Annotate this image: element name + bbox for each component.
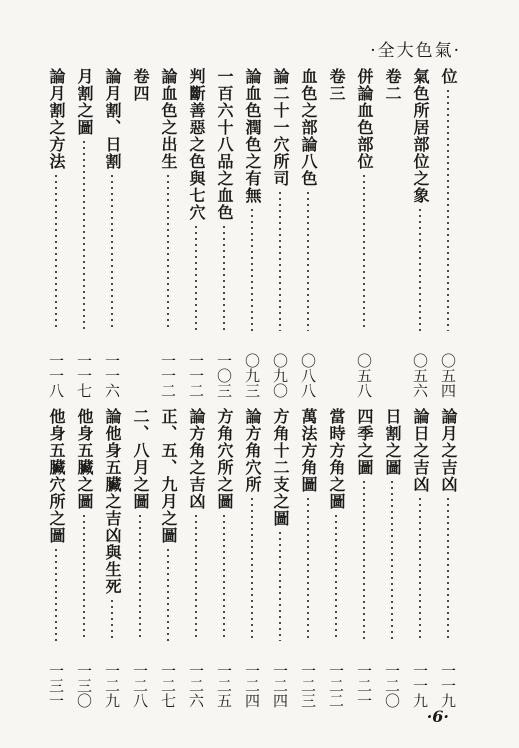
leader-dots <box>363 173 365 331</box>
volume-heading <box>128 68 152 398</box>
leader-dots <box>335 513 337 641</box>
toc-entry-title: 方角十二支之圖 <box>271 408 290 527</box>
leader-dots <box>279 530 281 641</box>
toc-entry-title: 他身五臟之圖 <box>75 408 94 510</box>
volume-heading-title: 卷四 <box>131 68 150 102</box>
toc-entry <box>436 408 460 708</box>
leader-dots <box>307 496 309 641</box>
toc-entry <box>72 68 96 398</box>
toc-bottom-section <box>40 408 460 708</box>
page-number: ·6· <box>426 707 449 726</box>
toc-entry-page: 〇八八 <box>299 353 317 398</box>
leader-dots <box>55 173 57 331</box>
leader-dots <box>55 547 57 641</box>
toc-entry-title: 論方角穴所 <box>243 408 262 493</box>
leader-dots <box>223 513 225 641</box>
toc-entry-title: 正、五、九月之圖 <box>159 408 178 544</box>
leader-dots <box>167 173 169 331</box>
toc-entry <box>380 408 404 708</box>
toc-entry-title: 血色之部論八色 <box>299 68 318 187</box>
toc-entry-page: 〇五八 <box>355 353 373 398</box>
toc-entry-title: 論他身五臟之吉凶與生死 <box>103 408 122 595</box>
toc-entry-title: 一百六十八品之血色 <box>215 68 234 221</box>
leader-dots <box>83 513 85 641</box>
toc-entry <box>296 68 320 398</box>
toc-entry-title: 萬法方角圖 <box>299 408 318 493</box>
toc-entry-page: 〇九〇 <box>271 353 289 398</box>
toc-entry-title: 論日之吉凶 <box>411 408 430 493</box>
toc-entry <box>156 408 180 708</box>
toc-entry-page: 一二五 <box>215 663 233 708</box>
toc-entry <box>72 408 96 708</box>
toc-entry <box>128 408 152 708</box>
leader-dots <box>195 513 197 641</box>
toc-entry-page: 〇五四 <box>439 353 457 398</box>
toc-entry <box>296 408 320 708</box>
toc-entry-page: 一一二 <box>159 353 177 398</box>
toc-entry <box>408 68 432 398</box>
toc-top-section <box>40 68 460 398</box>
toc-entry-page: 一二三 <box>299 663 317 708</box>
toc-entry-page: 一一八 <box>47 353 65 398</box>
toc-entry-title: 他身五臟穴所之圖 <box>47 408 66 544</box>
toc-entry-page: 一二一 <box>355 663 373 708</box>
leader-dots <box>139 513 141 641</box>
toc-entry <box>240 68 264 398</box>
toc-entry-page: 一〇三 <box>215 353 233 398</box>
toc-entry <box>436 68 460 398</box>
toc-entry-title: 論血色潤色之有無 <box>243 68 262 204</box>
toc-entry-title: 二、八月之圖 <box>131 408 150 510</box>
volume-heading-title: 卷三 <box>327 68 346 102</box>
leader-dots <box>447 496 449 641</box>
leader-dots <box>223 224 225 331</box>
toc-entry-title: 當時方角之圖 <box>327 408 346 510</box>
toc-entry-title: 論月割之方法 <box>47 68 66 170</box>
toc-entry <box>352 68 376 398</box>
toc-entry-title: 判斷善惡之色與七穴 <box>187 68 206 221</box>
toc-entry-page: 一二四 <box>243 663 261 708</box>
toc-entry-page: 一二四 <box>271 663 289 708</box>
toc-entry-title: 方角穴所之圖 <box>215 408 234 510</box>
leader-dots <box>419 496 421 641</box>
leader-dots <box>167 547 169 641</box>
leader-dots <box>419 207 421 331</box>
toc-entry <box>352 408 376 708</box>
toc-entry-page: 一一二 <box>187 353 205 398</box>
toc-entry-page: 一一九 <box>439 663 457 708</box>
toc-entry-title: 月割之圖 <box>75 68 94 136</box>
toc-entry <box>268 68 292 398</box>
toc-entry-page: 一二八 <box>131 663 149 708</box>
toc-entry-title: 位 <box>439 68 458 85</box>
leader-dots <box>195 224 197 331</box>
toc-entry-page: 一三〇 <box>75 663 93 708</box>
toc-entry <box>212 408 236 708</box>
toc-entry-title: 論方角之吉凶 <box>187 408 206 510</box>
toc-entry-page: 一二六 <box>187 663 205 708</box>
toc-entry <box>44 408 68 708</box>
toc-entry-page: 一一七 <box>75 353 93 398</box>
toc-entry-title: 日割之圖 <box>383 408 402 476</box>
leader-dots <box>251 496 253 641</box>
toc-entry <box>100 68 124 398</box>
toc-entry-title: 論月之吉凶 <box>439 408 458 493</box>
toc-entry-page: 〇五六 <box>411 353 429 398</box>
volume-heading-title: 卷二 <box>383 68 402 102</box>
toc-entry <box>324 408 348 708</box>
toc-entry <box>240 408 264 708</box>
toc-entry-page: 一一九 <box>411 663 429 708</box>
toc-entry <box>408 408 432 708</box>
leader-dots <box>447 88 449 331</box>
toc-entry <box>184 68 208 398</box>
toc-entry-title: 論月割、日割 <box>103 68 122 170</box>
volume-heading <box>380 68 404 398</box>
toc-entry <box>156 68 180 398</box>
book-title-header: ·全大色氣· <box>370 41 461 61</box>
leader-dots <box>83 139 85 331</box>
leader-dots <box>363 479 365 641</box>
toc-entry <box>268 408 292 708</box>
leader-dots <box>111 598 113 641</box>
toc-entry-page: 一二九 <box>103 663 121 708</box>
leader-dots <box>111 173 113 331</box>
toc-entry-title: 氣色所居部位之象 <box>411 68 430 204</box>
toc-entry-page: 一二七 <box>159 663 177 708</box>
toc-entry-title: 論血色之出生 <box>159 68 178 170</box>
toc-entry-page: 〇九三 <box>243 353 261 398</box>
toc-entry-page: 一一六 <box>103 353 121 398</box>
toc-entry <box>100 408 124 708</box>
toc-entry <box>212 68 236 398</box>
toc-entry <box>184 408 208 708</box>
toc-entry-page: 一三一 <box>47 663 65 708</box>
toc-entry-page: 一二〇 <box>383 663 401 708</box>
volume-heading <box>324 68 348 398</box>
toc-entry <box>44 68 68 398</box>
toc-entry-title: 併論血色部位 <box>355 68 374 170</box>
leader-dots <box>307 190 309 331</box>
leader-dots <box>279 190 281 331</box>
toc-entry-page: 一二二 <box>327 663 345 708</box>
leader-dots <box>251 207 253 331</box>
toc-entry-title: 四季之圖 <box>355 408 374 476</box>
leader-dots <box>391 479 393 641</box>
toc-entry-title: 論二十一穴所司 <box>271 68 290 187</box>
